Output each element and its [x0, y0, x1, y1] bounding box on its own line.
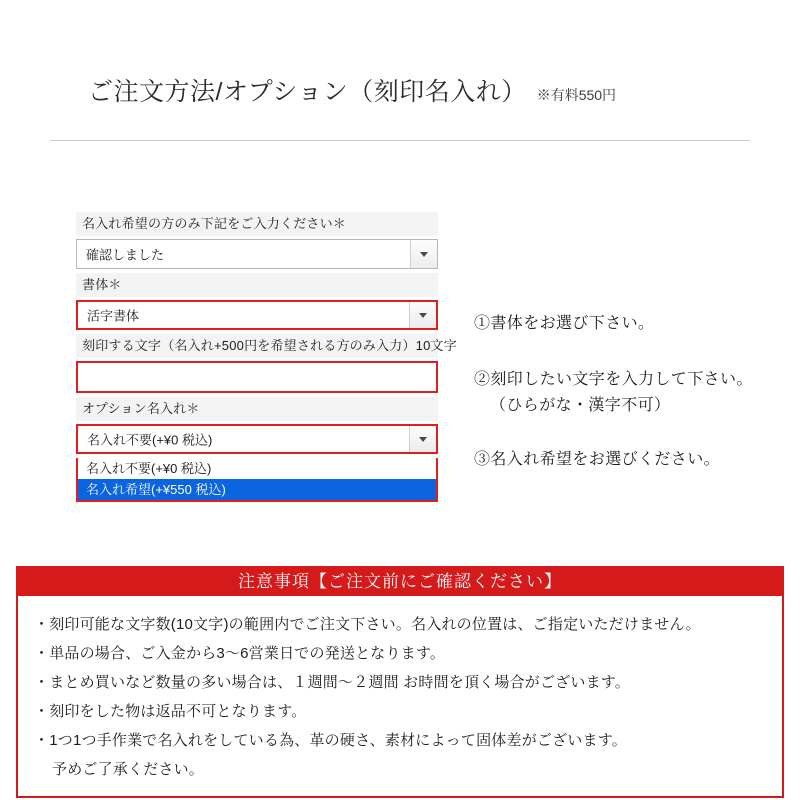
notice-box — [16, 566, 784, 798]
chevron-down-icon[interactable] — [409, 302, 436, 328]
notice-body — [18, 596, 782, 796]
font-field-label: 書体＊ — [76, 273, 438, 297]
notice-line: 予めご了承ください。 — [52, 761, 205, 778]
notice-line: ・単品の場合、ご入金から3～6営業日での発送となります。 — [34, 645, 446, 662]
chevron-down-icon[interactable] — [410, 240, 437, 268]
font-select-value: 活字書体 — [87, 308, 140, 324]
font-select[interactable] — [76, 300, 438, 330]
page-title: ご注文方法/オプション（刻印名入れ） — [88, 78, 527, 106]
annotation-engrave: ②刻印したい文字を入力して下さい。 — [474, 371, 753, 388]
notice-line: ・1つ1つ手作業で名入れをしている為、革の硬さ、素材によって固体差がございます。 — [34, 732, 627, 749]
confirm-select-value: 確認しました — [86, 247, 165, 263]
annotation-font: ①書体をお選び下さい。 — [474, 315, 655, 332]
notice-line: ・刻印をした物は返品不可となります。 — [34, 703, 307, 720]
page-header — [0, 72, 800, 134]
annotation-option: ③名入れ希望をお選びください。 — [474, 451, 721, 468]
confirm-select[interactable] — [76, 239, 438, 269]
option-select-value: 名入れ不要(+¥0 税込) — [87, 432, 213, 448]
option-dropdown-item-0[interactable]: 名入れ不要(+¥0 税込) — [86, 461, 212, 476]
option-field-label: オプション名入れ＊ — [76, 397, 438, 421]
order-options-form — [76, 212, 457, 502]
annotation-engrave-sub: （ひらがな・漢字不可） — [490, 397, 671, 414]
engrave-text-field-label: 刻印する文字（名入れ+500円を希望される方のみ入力）10文字 — [76, 334, 438, 358]
chevron-down-icon[interactable] — [409, 426, 436, 452]
confirm-field-label: 名入れ希望の方のみ下記をご入力ください＊ — [76, 212, 438, 236]
option-select[interactable] — [76, 424, 438, 454]
notice-line: ・まとめ買いなど数量の多い場合は、１週間～２週間 お時間を頂く場合がございます。 — [34, 674, 630, 691]
option-dropdown-list[interactable] — [76, 458, 438, 502]
notice-heading: 注意事項【ご注文前にご確認ください】 — [18, 568, 782, 596]
header-divider — [50, 140, 750, 141]
header-inner — [88, 72, 616, 108]
engrave-text-input[interactable] — [76, 361, 438, 393]
notice-line: ・刻印可能な文字数(10文字)の範囲内でご注文下さい。名入れの位置は、ご指定いただけません。 — [34, 616, 701, 633]
header-price-note: ※有料550円 — [536, 87, 617, 103]
option-dropdown-item-1[interactable]: 名入れ希望(+¥550 税込) — [78, 479, 436, 500]
